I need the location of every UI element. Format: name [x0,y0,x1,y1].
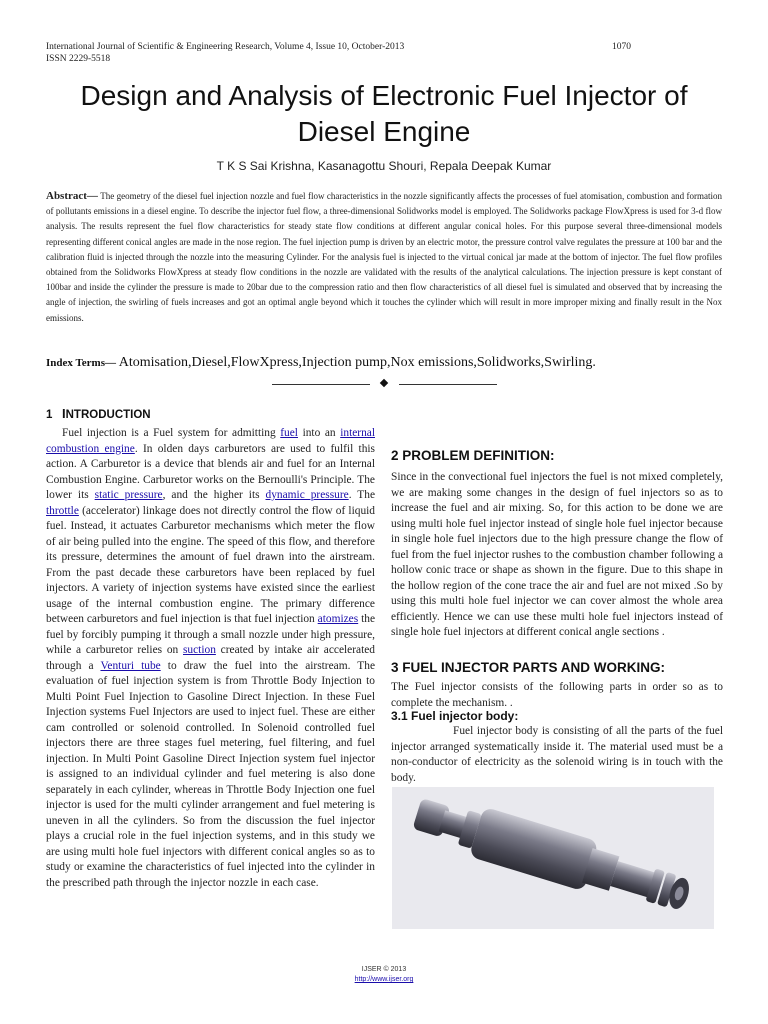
abstract [46,189,722,326]
link-static-pressure[interactable]: static pressure [94,489,163,501]
abstract-text: The geometry of the diesel fuel injection nozzle and fuel flow characteristics in the nozzle significantly affects the processes of fuel atomisation, combustion and formation of pollutants emissions in a diesel engine. To describe the injector fuel flow, a three-dimensional Solidworks model is employed. The Solidworks package FlowXpress is used for 3-d flow analysis. The results represent the fuel flow characteristics for steady state flow conditions at different angular conical holes. For this purpose several three-dimensional models representing different conical angles are made in the nose region. The fuel injection pump is driven by an electric motor, the pressure control valve regulates the pressure at 100 bar and the calibration fluid is injected through the nozzle into the measuring Cylinder. For the analysis fuel is injected to the virtual conical jar made at the bottom of injector. The fuel flow profiles obtained from the Solidworks FlowXpress at steady flow conditions in the nozzle are validated with the results of the analytical calculations. The injection pressure is kept constant of 100bar and inside the cylinder the pressure is made to 20bar due to the compression ratio and then flow characteristics of all diesel fuel is simulated and observed that by increasing the angle of injection, the swirling of fuels increases and got an optimal angle beyond which it touches the cylinder which will result in more improper mixing and finally result in the Nox emissions. [46,191,723,323]
injector-main-body [469,807,599,892]
intro-text-7: the fuel by forcibly pumping it through a small nozzle under high pressure, while a carburetor relies on [46,613,376,656]
abstract-label: Abstract— [46,190,98,202]
link-atomizes[interactable]: atomizes [317,613,359,625]
fuel-injector-body-image [392,787,714,929]
intro-text-2: into an [297,427,341,439]
index-terms-label: Index Terms— [46,357,116,369]
injector-body-paragraph: Fuel injector body is consisting of all the parts of the fuel injector arranged systematically inside it. The material used must be a non-conductor of electricity as the solenoid wiring is in touch with the body. [391,725,723,784]
link-internal-combustion-engine[interactable]: internal combustion engine [46,427,375,455]
title-line-1: Design and Analysis of Electronic Fuel Injector of [80,80,688,111]
link-fuel[interactable]: fuel [280,427,298,439]
section-1-heading-rest: NTRODUCTION [65,409,151,421]
section-2-heading: 2 PROBLEM DEFINITION: [391,448,555,463]
fuel-injector-body-figure [392,787,714,929]
paper-title [20,78,748,150]
section-3-text: The Fuel injector consists of the following parts in order so as to complete the mechanism. . [391,681,723,709]
link-throttle[interactable]: throttle [46,504,79,517]
link-dynamic-pressure[interactable]: dynamic pressure [265,489,349,501]
section-3-1-heading: 3.1 Fuel injector body: [391,709,519,723]
journal-header: International Journal of Scientific & Engineering Research, Volume 4, Issue 10, October-2013 [46,42,405,52]
intro-text-1: Fuel injection is a Fuel system for admitting [62,427,281,439]
divider-line-right [399,384,497,385]
footer-copyright: IJSER © 2013 [361,966,407,973]
section-1-heading [46,406,151,421]
diamond-icon [380,379,388,387]
section-divider [272,376,497,392]
index-terms [46,355,596,371]
footer-url-link[interactable]: http://www.ijser.org [354,976,414,983]
title-line-2: Diesel Engine [297,116,471,147]
issn-line: ISSN 2229-5518 [46,54,111,64]
intro-text-6: (accelerator) linkage does not directly control the flow of liquid fuel. Instead, it actuates Carburetor mechanisms which meter the flow of air being pulled into the engine. The speed of this flow, and therefore its pressure, determines the amount of fuel drawn into the airstream. From the past decade these carburetors have been replaced by fuel injectors. A variety of injection systems have existed since the earliest usage of the internal combustion engine. The primary difference between carburetors and fuel injection is that fuel injection [46,504,375,625]
intro-text-5: . The [348,489,376,501]
section-1-number: 1 [46,409,53,421]
intro-text-9: to draw the fuel into the airstream. The evaluation of fuel injection system is from Throttle Body Injection to Multi Point Fuel Injection to Gasoline Direct Injection. In these Fuel Injection systems Fuel Injectors are used to inject fuel. These are either cam controlled or solenoid controlled. In Solenoid controlled fuel injectors there are three stages fuel metering, fuel filtering, and fuel injection. In Multi Point Gasoline Direct Injection system fuel injector is assigned to an individual cylinder and fuel metering is also done separately in each cylinder, whereas in Throttle Body Injection one fuel injector is used for the multi cylinder arrangement and fuel metering is uneven in all the cylinders. So from the discussion the fuel injector plays a crucial role in the fuel injection systems, and in this study we are using multi hole fuel injectors with different conical angles so as to study or examine the characteristics of fuel injected into the cylinder in the prescribed path through the injector nozzle in each case. [46,659,375,889]
link-venturi-tube[interactable]: Venturi tube [100,659,161,672]
introduction-text [46,426,375,891]
divider-line-left [272,384,370,385]
problem-definition-text: Since in the convectional fuel injectors the fuel is not mixed completely, we are making some changes in the design of fuel injectors so as to increase the fuel and air mixing. So, for this action to be done we are using multi hole fuel injector instead of single hole fuel injector because in single hole fuel injectors due to the high pressure change the flow of fuel from the fuel injector rushes to the combustion chamber following a hollow conic trace or shape as shown in the figure. Due to this shape in the hollow region of the cone trace the air and fuel are not mixed .So by using this multi hole fuel injector we can cover almost the whole area efficiently. Hence we can use these multi hole fuel injectors instead of single hole fuel injectors at different conical angle sections . [391,471,723,638]
intro-text-3: . In olden days carburetors are used to fulfil this action. A Carburetor is a device that blends air and fuel for an Internal Combustion Engine. Carburetor works on the Bernoulli's Principle. The lower its [46,442,375,501]
index-terms-list: Atomisation,Diesel,FlowXpress,Injection pump,Nox emissions,Solidworks,Swirling. [118,355,596,370]
authors: T K S Sai Krishna, Kasanagottu Shouri, Repala Deepak Kumar [216,159,552,173]
section-3-heading: 3 FUEL INJECTOR PARTS AND WORKING: [391,660,666,675]
section-3-1-text [391,724,723,786]
page-number: 1070 [612,42,631,52]
intro-text-8: created by intake air accelerated through a [46,644,375,672]
link-suction[interactable]: suction [183,644,216,656]
section-1-heading-cap: I [62,406,66,421]
intro-text-4: , and the higher its [162,489,266,501]
